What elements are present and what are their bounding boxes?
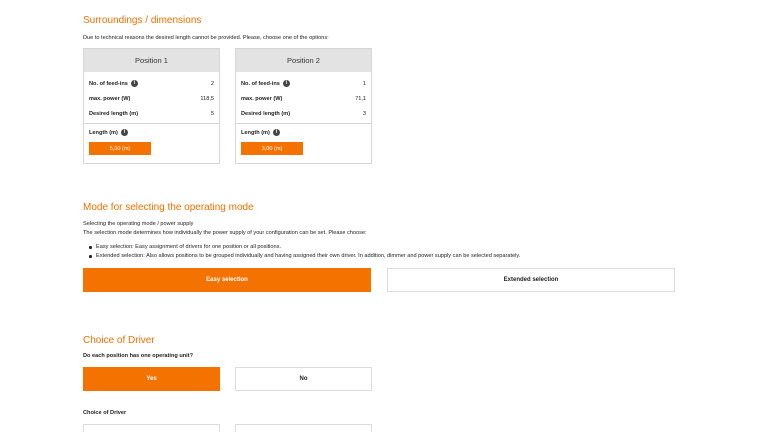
desired-length-label: Desired length (m) (241, 110, 291, 117)
max-power-row (89, 91, 214, 106)
feed-ins-value: 1 (362, 80, 366, 87)
yes-button[interactable]: Yes (83, 367, 220, 391)
length-option-button[interactable]: 3,00 (m) (241, 142, 303, 155)
length-option-button[interactable]: 5,00 (m) (89, 142, 151, 155)
driver-sub-label: Choice of Driver (83, 410, 127, 416)
driver-option-card[interactable] (83, 424, 220, 432)
max-power-label: max. power (W) (241, 95, 283, 102)
feed-ins-label: No. of feed-ins (241, 80, 280, 87)
feed-ins-row (89, 76, 214, 91)
position-card-1 (83, 48, 220, 164)
length-label: Length (m) (241, 129, 270, 136)
max-power-value: 71,1 (355, 95, 366, 102)
desired-length-row (89, 106, 214, 121)
max-power-row (241, 91, 366, 106)
info-icon[interactable]: i (283, 80, 290, 87)
info-icon[interactable]: i (131, 80, 138, 87)
mode-description: The selection mode determines how individually the power supply of your configuration can be set. Please choose: (83, 230, 367, 236)
easy-selection-button[interactable]: Easy selection (83, 268, 371, 292)
feed-ins-label: No. of feed-ins (89, 80, 128, 87)
mode-options-list (96, 244, 520, 262)
position-2-header: Position 2 (236, 49, 371, 72)
desired-length-value: 3 (362, 110, 366, 117)
driver-option-card[interactable] (235, 424, 372, 432)
surroundings-title: Surroundings / dimensions (83, 15, 202, 26)
length-label: Length (m) (89, 129, 118, 136)
info-icon[interactable]: i (273, 129, 280, 136)
driver-title: Choice of Driver (83, 335, 155, 346)
feed-ins-value: 2 (210, 80, 214, 87)
position-card-2 (235, 48, 372, 164)
desired-length-row (241, 106, 366, 121)
list-item: Extended selection: Also allows positions to be grouped individually and having assigned their own driver. In addition, dimmer and power supply can be selected separately. (96, 253, 520, 262)
max-power-value: 118,5 (200, 95, 214, 102)
desired-length-label: Desired length (m) (89, 110, 139, 117)
max-power-label: max. power (W) (89, 95, 131, 102)
surroundings-notice: Due to technical reasons the desired length cannot be provided. Please, choose one of the options: (83, 35, 329, 41)
mode-subtitle: Selecting the operating mode / power supply (83, 221, 194, 227)
feed-ins-row (241, 76, 366, 91)
driver-question: Do each position has one operating unit? (83, 353, 194, 359)
list-item: Easy selection: Easy assignment of drivers for one position or all positions. (96, 244, 520, 253)
extended-selection-button[interactable]: Extended selection (387, 268, 675, 292)
desired-length-value: 5 (210, 110, 214, 117)
no-button[interactable]: No (235, 367, 372, 391)
mode-title: Mode for selecting the operating mode (83, 202, 254, 213)
position-1-header: Position 1 (84, 49, 219, 72)
info-icon[interactable]: i (121, 129, 128, 136)
length-label-row (241, 129, 280, 136)
length-label-row (89, 129, 128, 136)
